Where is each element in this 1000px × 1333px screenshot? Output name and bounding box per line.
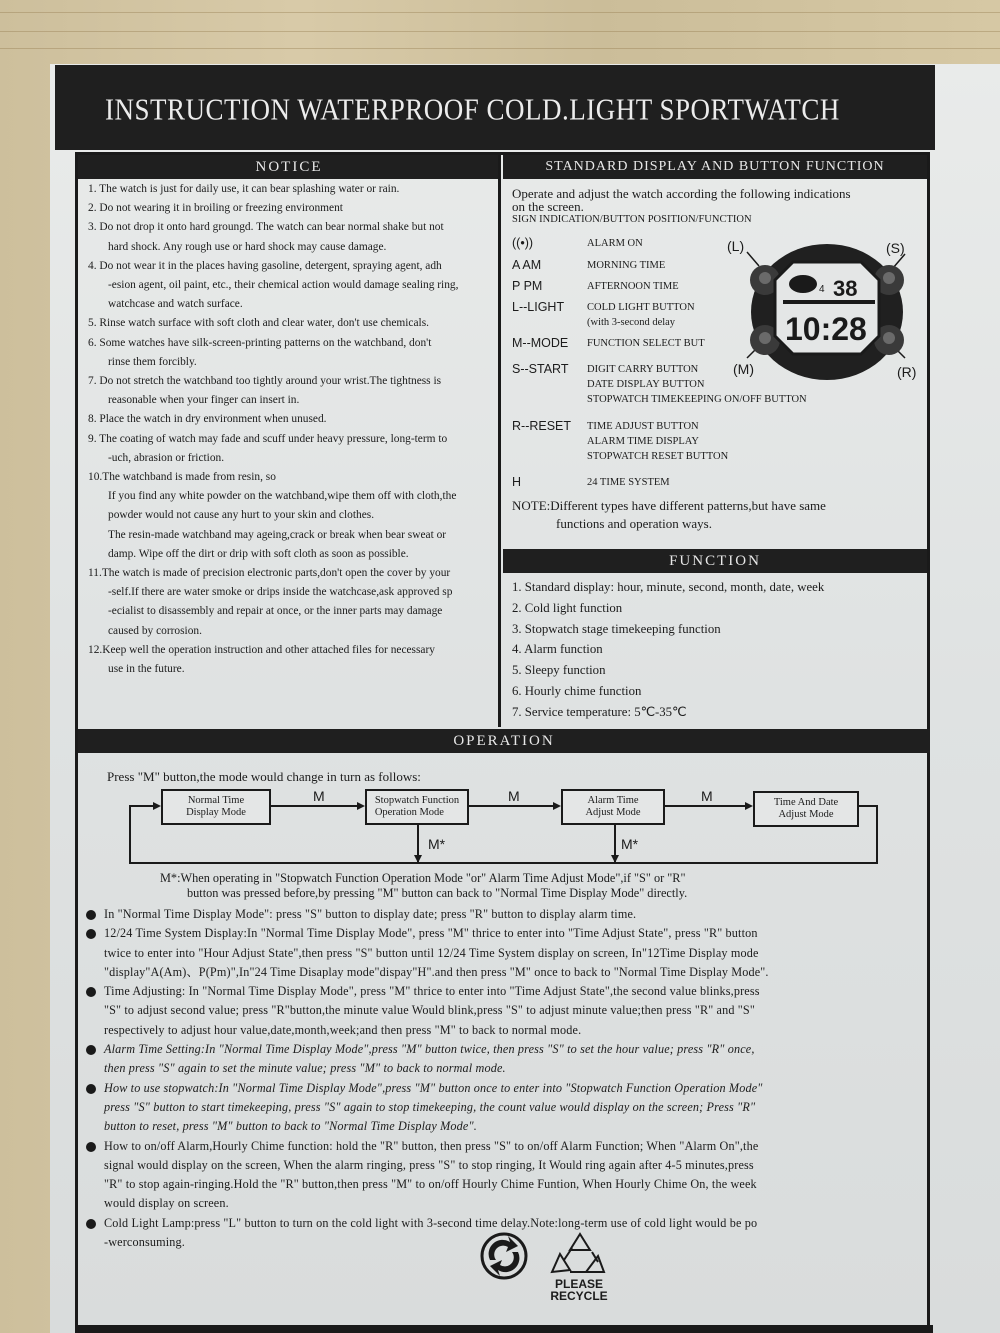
sign-code: S--START: [512, 362, 569, 376]
bullet-icon: [86, 1084, 96, 1094]
intro-line: on the screen.: [512, 199, 584, 214]
sign-description-line: FUNCTION SELECT BUT: [587, 338, 705, 349]
bullet-icon: [86, 1142, 96, 1152]
function-item: 1. Standard display: hour, minute, second, month, date, week: [512, 580, 825, 594]
green-dot-icon: [482, 1234, 526, 1278]
instruction-line: In "Normal Time Display Mode": press "S" button to display date; press "R" button to display alarm time.: [104, 907, 637, 921]
sign-description-line: MORNING TIME: [587, 260, 666, 271]
notice-item-continuation: -uch, abrasion or friction.: [108, 451, 225, 464]
mode-label: Adjust Mode: [585, 807, 641, 818]
mode-box-alarm-time: [561, 789, 665, 825]
instruction-line: Cold Light Lamp:press "L" button to turn on the cold light with 3-second time delay.Note:long-term use of cold light would be po: [104, 1215, 758, 1230]
mode-label: Adjust Mode: [778, 809, 834, 820]
watch-button-r-label: (R): [897, 364, 917, 380]
function-item: 3. Stopwatch stage timekeeping function: [512, 621, 721, 636]
notice-item-continuation: damp. Wipe off the dirt or drip with soft cloth as soon as possible.: [108, 547, 409, 560]
function-item: 2. Cold light function: [512, 600, 623, 615]
arrow-label-m: M: [313, 788, 325, 804]
notice-item-continuation: powder would not cause any hurt to your skin and clothes.: [108, 509, 375, 522]
instruction-item: [80, 1079, 930, 1137]
instruction-line: How to on/off Alarm,Hourly Chime function: hold the "R" button, then press "S" to on/off Alarm Function; When "Alarm On",the: [104, 1138, 759, 1153]
instruction-item: [80, 1040, 930, 1079]
notice-item-continuation: -self.If there are water smoke or drips inside the watchcase,ask approved sp: [108, 586, 453, 599]
notice-item-continuation: hard shock. Any rough use or hard shock may cause damage.: [108, 240, 387, 253]
sign-description: [587, 475, 670, 490]
mode-label: Operation Mode: [374, 807, 444, 818]
sign-code: H: [512, 475, 522, 489]
sign-code: M--MODE: [512, 336, 569, 350]
function-item: 4. Alarm function: [512, 642, 603, 657]
notice-item-continuation: reasonable when your finger can insert in.: [108, 394, 300, 407]
notice-heading: NOTICE: [78, 155, 500, 179]
watch-display-time: 10:28: [785, 311, 867, 347]
sign-code: R--RESET: [512, 419, 572, 433]
sign-description-line: AFTERNOON TIME: [587, 281, 679, 292]
bullet-icon: [86, 1045, 96, 1055]
note-line: NOTE:Different types have different patterns,but have same: [512, 498, 826, 513]
operation-instructions: [80, 905, 930, 1252]
bullet-icon: [86, 987, 96, 997]
sign-row: [512, 336, 705, 351]
instruction-line: 12/24 Time System Display:In "Normal Time Display Mode", press "M" thrice to enter into "Time Adjust State", press "R" button: [104, 926, 758, 941]
instruction-item: [80, 982, 930, 1040]
wood-grain: [0, 48, 1000, 49]
mode-label: Alarm Time: [587, 795, 639, 806]
instruction-item: [80, 924, 930, 982]
watch-button-s-label: (S): [886, 240, 905, 256]
notice-list: [88, 180, 493, 679]
bullet-icon: [86, 910, 96, 920]
instruction-line: press "S" button to start timekeeping, press "S" again to stop timekeeping, the count value would display on the screen; Press "R": [104, 1099, 756, 1114]
sign-description: [587, 279, 679, 294]
sign-row: [512, 475, 670, 490]
sign-description: [587, 258, 665, 273]
notice-item: 3. Do not drop it onto hard groungd. The watch can bear normal shake but not: [88, 221, 444, 234]
notice-item: 4. Do not wear it in the places having gasoline, detergent, spraying agent, adh: [88, 259, 442, 272]
mstar-footnote: [160, 871, 687, 901]
function-list: [512, 577, 932, 723]
instruction-line: respectively to adjust hour value,date,month,week;and then press "M" to back to normal mode.: [104, 1022, 582, 1037]
recycle-text-line: RECYCLE: [550, 1289, 608, 1303]
notice-item-continuation: watchcase and watch surface.: [108, 298, 243, 311]
sign-description-line: ALARM TIME DISPLAY: [587, 436, 700, 447]
instruction-line: Alarm Time Setting:In "Normal Time Display Mode",press "M" button twice, then press "S" to set the hour value; press "R" once,: [104, 1042, 755, 1057]
function-item: 7. Service temperature: 5℃-35℃: [512, 704, 687, 719]
sign-code: L--LIGHT: [512, 300, 565, 314]
instruction-line: signal would display on the screen, When the alarm ringing, press "S" to stop ringing, It Would ring again after 4-5 minutes,press: [104, 1157, 754, 1172]
notice-item: 1. The watch is just for daily use, it can bear splashing water or rain.: [88, 183, 400, 195]
column-divider: [498, 155, 501, 727]
mode-label: Display Mode: [186, 807, 246, 818]
instruction-item: [80, 905, 930, 924]
sign-row: [512, 300, 695, 330]
mode-flow-diagram: [105, 783, 885, 868]
operation-heading: OPERATION: [78, 729, 930, 753]
watch-illustration-icon: [735, 240, 925, 390]
instruction-line: "R" to stop again-ringing.Hold the "R" button,then press "M" to on/off Hourly Chime Funtion, When Hourly Chime On, the week: [104, 1177, 757, 1192]
sign-row: [512, 236, 643, 251]
mode-box-normal-time: [161, 789, 271, 825]
wood-grain: [0, 12, 1000, 13]
recycle-text-line: PLEASE: [554, 1277, 603, 1291]
notice-item: 11.The watch is made of precision electronic parts,don't open the cover by your: [88, 567, 451, 580]
sign-description: [587, 419, 728, 464]
sign-description-line: COLD LIGHT BUTTON: [587, 302, 695, 313]
sign-description: [587, 300, 695, 330]
sign-description: [587, 336, 705, 351]
instruction-line: twice to enter into "Hour Adjust State",then press "S" button until 12/24 Time System display on screen, In"12Time Display mode: [104, 945, 759, 960]
notice-item: 9. The coating of watch may fade and scuff under heavy pressure, long-term to: [88, 432, 448, 445]
watch-display-top: 38: [833, 276, 858, 301]
notice-item-continuation: -ecialist to disassembly and repair at once, or the inner parts may damage: [108, 605, 443, 618]
pattern-note: [512, 497, 912, 533]
arrow-label-m: M: [508, 788, 520, 804]
instruction-line: "display"A(Am)、P(Pm)",In"24 Time Disaplay mode"dispay"H".and then press "M" once to back to "Normal Time Display Mode".: [104, 964, 769, 979]
please-recycle-text: [545, 1278, 613, 1302]
sign-code: A AM: [512, 258, 542, 272]
mode-label: Time And Date: [773, 797, 839, 808]
watch-display-day: 4: [819, 284, 825, 295]
notice-item: 6. Some watches have silk-screen-printing patterns on the watchband, don't: [88, 336, 432, 349]
notice-item: 7. Do not stretch the watchband too tightly around your wrist.The tightness is: [88, 375, 442, 388]
function-heading: FUNCTION: [503, 549, 927, 573]
sign-description-line: 24 TIME SYSTEM: [587, 477, 670, 488]
standard-display-intro: [512, 187, 917, 213]
sign-description-line: STOPWATCH TIMEKEEPING ON/OFF BUTTON: [587, 394, 807, 405]
sign-code: P PM: [512, 279, 543, 293]
sign-description-line: STOPWATCH RESET BUTTON: [587, 451, 729, 462]
sign-description-line: TIME ADJUST BUTTON: [587, 421, 699, 432]
footnote-line: button was pressed before,by pressing "M" button can back to "Normal Time Display Mode" directly.: [187, 886, 688, 900]
sign-indication-subheading: SIGN INDICATION/BUTTON POSITION/FUNCTION: [512, 214, 752, 225]
return-label-mstar: M*: [621, 836, 639, 852]
notice-item-continuation: If you find any white powder on the watchband,wipe them off with cloth,the: [108, 490, 457, 503]
notice-item: 2. Do not wearing it in broiling or freezing environment: [88, 202, 343, 215]
recycle-icon: [552, 1234, 604, 1272]
notice-item: 12.Keep well the operation instruction and other attached files for necessary: [88, 643, 435, 656]
notice-item-continuation: rinse them forcibly.: [108, 355, 197, 368]
note-line: functions and operation ways.: [556, 516, 712, 531]
instruction-line: How to use stopwatch:In "Normal Time Display Mode",press "M" button once to enter into "Stopwatch Function Operation Mode": [104, 1080, 763, 1095]
intro-line: Operate and adjust the watch according the following indications: [512, 186, 851, 201]
sign-code: ((•)): [512, 236, 534, 250]
standard-display-heading: STANDARD DISPLAY AND BUTTON FUNCTION: [503, 155, 927, 179]
bullet-icon: [86, 1219, 96, 1229]
sign-row: [512, 258, 665, 273]
mode-box-time-date: [753, 791, 859, 827]
watch-button-m-label: (M): [733, 361, 754, 377]
instruction-line: Time Adjusting: In "Normal Time Display Mode", press "M" thrice to enter into "Time Adjust State",the second value blinks,press: [104, 984, 760, 999]
notice-item-continuation: -esion agent, oil paint, etc., their chemical action would damage sealing ring,: [108, 279, 459, 292]
instruction-line: would display on screen.: [104, 1196, 229, 1211]
mode-label: Normal Time: [187, 795, 245, 806]
mode-label: Stopwatch Function: [374, 795, 460, 806]
instruction-line: then press "S" again to set the minute value; press "M" to back to normal mode.: [104, 1061, 506, 1076]
return-label-mstar: M*: [428, 836, 446, 852]
watch-button-l-label: (L): [727, 238, 745, 254]
function-item: 6. Hourly chime function: [512, 683, 642, 698]
document-title: INSTRUCTION WATERPROOF COLD.LIGHT SPORTWATCH: [105, 92, 840, 127]
sign-description-line: DATE DISPLAY BUTTON: [587, 379, 705, 390]
instruction-line: button to reset, press "M" button to back to "Normal Time Display Mode".: [104, 1119, 477, 1134]
wood-grain: [0, 31, 1000, 32]
footnote-line: M*:When operating in "Stopwatch Function Operation Mode "or" Alarm Time Adjust Mode",if "S" or "R": [160, 871, 686, 885]
sign-description-line: (with 3-second delay: [587, 317, 676, 328]
sign-description-line: DIGIT CARRY BUTTON: [587, 364, 699, 375]
sign-description-line: ALARM ON: [587, 238, 643, 249]
sign-description: [587, 236, 643, 251]
notice-item-continuation: The resin-made watchband may ageing,crack or break when bear sweat or: [108, 528, 447, 541]
arrow-label-m: M: [701, 788, 713, 804]
instruction-line: -werconsuming.: [104, 1235, 185, 1250]
notice-item-continuation: use in the future.: [108, 663, 185, 676]
operation-intro: Press "M" button,the mode would change in turn as follows:: [107, 769, 421, 784]
function-item: 5. Sleepy function: [512, 663, 606, 678]
bullet-icon: [86, 929, 96, 939]
notice-item: 8. Place the watch in dry environment when unused.: [88, 413, 327, 426]
instruction-line: "S" to adjust second value; press "R"button,the minute value Would blink,press "S" to adjust minute value;then press "R" and "S": [104, 1003, 755, 1018]
bottom-border: [75, 1325, 933, 1333]
instruction-item: [80, 1137, 930, 1214]
sign-row: [512, 419, 728, 464]
notice-item-continuation: caused by corrosion.: [108, 624, 202, 637]
notice-item: 5. Rinse watch surface with soft cloth and clear water, don't use chemicals.: [88, 317, 429, 330]
mode-box-stopwatch: [365, 789, 469, 825]
notice-item: 10.The watchband is made from resin, so: [88, 471, 276, 484]
sign-row: [512, 279, 679, 294]
